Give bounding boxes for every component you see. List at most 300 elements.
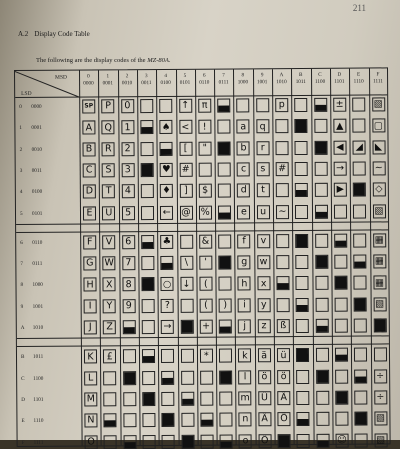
display-code-glyph bbox=[374, 349, 385, 361]
display-code-glyph: Q bbox=[104, 121, 112, 133]
row-hex: A bbox=[20, 324, 25, 331]
display-code-glyph: h bbox=[239, 278, 250, 290]
display-code-glyph bbox=[297, 256, 308, 268]
half-block bbox=[162, 377, 173, 383]
row-header bbox=[21, 397, 43, 403]
column-binary: 1101 bbox=[334, 78, 345, 85]
row-hex: 0 bbox=[19, 103, 22, 110]
half-block bbox=[123, 327, 134, 333]
display-code-glyph bbox=[218, 99, 229, 111]
display-code-glyph bbox=[163, 435, 174, 447]
row-header bbox=[20, 146, 42, 152]
display-code-glyph: a bbox=[238, 121, 249, 133]
column-divider bbox=[137, 70, 141, 445]
display-code-glyph bbox=[297, 371, 308, 383]
display-code-glyph bbox=[336, 392, 347, 404]
display-code-glyph: @ bbox=[181, 206, 191, 218]
display-code-glyph bbox=[356, 413, 367, 425]
display-code-glyph: [ bbox=[180, 142, 191, 154]
display-code-glyph: 1 bbox=[122, 121, 133, 133]
display-code-glyph bbox=[220, 350, 231, 362]
row-binary: 0010 bbox=[31, 146, 42, 153]
display-code-glyph: £ bbox=[104, 351, 115, 363]
display-code-glyph: < bbox=[181, 121, 190, 133]
display-code-glyph: ö bbox=[259, 371, 270, 383]
display-code-glyph bbox=[143, 393, 154, 405]
display-code-glyph: g bbox=[239, 256, 250, 268]
display-code-glyph: u bbox=[258, 206, 269, 218]
display-code-glyph bbox=[181, 350, 192, 362]
display-code-glyph bbox=[218, 121, 229, 133]
display-code-glyph: ~ bbox=[278, 205, 287, 217]
column-binary: 0000 bbox=[83, 79, 94, 87]
display-code-glyph bbox=[105, 414, 116, 426]
page-number: 211 bbox=[352, 3, 366, 13]
display-code-glyph bbox=[355, 349, 366, 361]
display-code-glyph bbox=[220, 414, 231, 426]
row-hex: F bbox=[21, 439, 25, 446]
display-code-glyph: Z bbox=[104, 321, 115, 333]
display-code-glyph bbox=[335, 298, 346, 310]
row-binary: 1011 bbox=[32, 354, 44, 361]
display-code-glyph: w bbox=[259, 256, 268, 268]
half-block bbox=[201, 420, 212, 426]
column-header bbox=[235, 72, 251, 85]
display-code-glyph bbox=[298, 413, 309, 425]
column-hex: 9 bbox=[260, 72, 264, 79]
display-code-glyph bbox=[123, 321, 134, 333]
display-code-glyph bbox=[355, 298, 366, 310]
display-code-glyph: ▦ bbox=[374, 234, 384, 246]
display-code-glyph: H bbox=[86, 279, 94, 291]
display-code-glyph bbox=[201, 414, 212, 426]
display-code-glyph: D bbox=[85, 185, 94, 197]
column-header bbox=[138, 73, 154, 86]
half-block bbox=[296, 190, 307, 196]
column-divider bbox=[156, 70, 160, 445]
display-code-glyph: 9 bbox=[123, 300, 134, 312]
display-code-glyph: ♣ bbox=[162, 235, 172, 248]
display-code-glyph: n bbox=[240, 414, 251, 426]
display-code-glyph bbox=[336, 413, 347, 425]
display-code-glyph bbox=[354, 184, 365, 196]
display-code-glyph bbox=[277, 256, 288, 268]
display-code-glyph: x bbox=[258, 278, 269, 290]
display-code-glyph bbox=[142, 300, 153, 312]
row-binary: 1110 bbox=[33, 417, 44, 425]
column-binary: 0110 bbox=[199, 79, 210, 86]
display-code-glyph: ↑ bbox=[181, 100, 190, 112]
column-hex: 5 bbox=[183, 72, 187, 79]
display-code-glyph: \ bbox=[181, 257, 192, 269]
column-header bbox=[196, 73, 212, 86]
display-code-glyph bbox=[124, 414, 135, 426]
display-code-glyph: ß bbox=[278, 320, 289, 332]
display-code-glyph: Ö bbox=[280, 413, 288, 425]
half-block bbox=[316, 326, 327, 332]
row-header bbox=[20, 189, 42, 195]
display-code-glyph bbox=[277, 184, 288, 196]
display-code-glyph bbox=[141, 100, 152, 112]
display-code-glyph: A bbox=[83, 122, 94, 134]
column-divider bbox=[195, 70, 199, 445]
display-code-glyph bbox=[181, 236, 192, 248]
display-code-glyph bbox=[201, 435, 212, 447]
display-code-glyph: ) bbox=[220, 299, 231, 311]
display-code-glyph bbox=[201, 371, 212, 383]
display-code-glyph bbox=[354, 162, 365, 174]
display-code-glyph bbox=[316, 256, 327, 268]
display-code-glyph bbox=[335, 234, 346, 246]
row-hex: 2 bbox=[19, 146, 23, 153]
display-code-glyph: O bbox=[87, 436, 95, 448]
row-binary: 0011 bbox=[31, 167, 42, 174]
display-code-glyph bbox=[161, 142, 172, 154]
display-code-glyph: q bbox=[257, 121, 268, 133]
display-code-glyph bbox=[124, 350, 135, 362]
row-header bbox=[20, 240, 42, 246]
display-code-glyph bbox=[276, 120, 287, 132]
row-binary: 1101 bbox=[33, 396, 44, 403]
display-code-glyph bbox=[279, 435, 290, 447]
row-binary: 1100 bbox=[33, 375, 44, 382]
column-hex: A bbox=[279, 72, 284, 79]
column-header bbox=[312, 72, 328, 85]
section-number: A.2 bbox=[18, 30, 29, 38]
display-code-glyph: e bbox=[238, 206, 249, 218]
display-code-glyph bbox=[162, 371, 173, 383]
column-header bbox=[177, 73, 193, 86]
column-divider bbox=[176, 70, 180, 445]
display-code-glyph bbox=[317, 370, 328, 382]
display-code-glyph: F bbox=[84, 236, 95, 248]
display-code-glyph: ▦ bbox=[374, 277, 385, 289]
display-code-glyph: # bbox=[278, 163, 287, 175]
intro-lead: The following are the display codes of the bbox=[36, 57, 148, 64]
column-binary: 1100 bbox=[314, 78, 326, 85]
column-divider bbox=[98, 70, 102, 445]
display-code-glyph: E bbox=[84, 207, 95, 219]
display-code-glyph bbox=[162, 393, 173, 405]
display-code-glyph bbox=[336, 349, 347, 361]
row-header bbox=[20, 282, 42, 288]
display-code-glyph: 5 bbox=[123, 207, 134, 219]
row-header bbox=[21, 418, 43, 424]
display-code-glyph: ~ bbox=[374, 162, 383, 174]
display-code-glyph: ▧ bbox=[375, 412, 385, 424]
display-code-glyph bbox=[316, 205, 327, 217]
column-divider bbox=[214, 70, 218, 445]
display-code-glyph bbox=[315, 163, 326, 175]
display-code-glyph bbox=[277, 142, 288, 154]
display-code-glyph bbox=[142, 257, 153, 269]
display-code-glyph bbox=[143, 321, 154, 333]
display-code-glyph: 8 bbox=[123, 279, 134, 291]
display-code-glyph bbox=[257, 99, 268, 111]
display-code-glyph: ▢ bbox=[373, 119, 383, 132]
column-divider bbox=[272, 69, 276, 444]
display-code-glyph: L bbox=[85, 372, 96, 384]
display-code-glyph: ○ bbox=[162, 278, 172, 290]
display-code-glyph: l bbox=[239, 371, 250, 383]
row-header bbox=[19, 125, 41, 131]
display-code-glyph bbox=[142, 236, 153, 248]
display-code-glyph: y bbox=[258, 299, 269, 311]
row-header bbox=[22, 439, 44, 445]
display-code-glyph bbox=[220, 371, 231, 383]
column-binary: 1111 bbox=[373, 77, 383, 84]
display-code-glyph: t bbox=[257, 184, 268, 196]
display-code-glyph: SP bbox=[83, 100, 94, 112]
display-code-glyph: i bbox=[239, 299, 250, 311]
display-code-glyph bbox=[219, 257, 230, 269]
half-block bbox=[142, 242, 153, 248]
display-code-glyph: ö bbox=[278, 371, 289, 383]
group-rule bbox=[16, 221, 388, 225]
display-code-glyph: ↓ bbox=[182, 278, 191, 290]
column-hex: F bbox=[376, 71, 380, 78]
display-code-glyph: ▧ bbox=[373, 98, 383, 110]
column-hex: B bbox=[298, 71, 303, 79]
column-divider bbox=[233, 69, 237, 444]
column-binary: 1010 bbox=[276, 78, 287, 85]
display-code-glyph bbox=[124, 436, 135, 448]
half-block bbox=[221, 441, 232, 447]
display-code-glyph bbox=[182, 435, 193, 447]
row-hex: E bbox=[21, 418, 25, 425]
display-code-glyph: ♠ bbox=[161, 121, 171, 133]
display-code-glyph: π bbox=[199, 100, 210, 112]
row-binary: 0101 bbox=[31, 210, 43, 217]
display-code-glyph bbox=[181, 321, 192, 333]
column-header bbox=[81, 73, 97, 86]
half-block bbox=[355, 376, 366, 382]
display-code-glyph bbox=[182, 393, 193, 405]
column-binary: 0111 bbox=[218, 79, 229, 86]
row-hex: 8 bbox=[20, 282, 24, 289]
display-code-glyph: B bbox=[84, 143, 95, 155]
display-code-glyph bbox=[199, 164, 210, 176]
half-block bbox=[218, 105, 229, 111]
section-heading bbox=[18, 30, 96, 38]
column-binary: 0001 bbox=[102, 79, 113, 86]
msd-label: MSD bbox=[55, 74, 67, 81]
column-header bbox=[100, 73, 116, 86]
display-code-glyph bbox=[317, 434, 328, 446]
display-code-glyph: & bbox=[201, 235, 210, 247]
display-code-glyph: o bbox=[240, 435, 251, 447]
display-code-glyph: Ä bbox=[259, 413, 270, 425]
row-header bbox=[20, 168, 42, 174]
section-title: Display Code Table bbox=[34, 30, 90, 38]
display-code-glyph bbox=[219, 142, 230, 154]
display-code-glyph bbox=[315, 99, 326, 111]
column-hex: E bbox=[357, 71, 361, 78]
display-code-glyph bbox=[220, 278, 231, 290]
display-code-glyph: ♥ bbox=[162, 164, 171, 176]
display-code-glyph bbox=[163, 414, 174, 426]
column-binary: 1011 bbox=[295, 78, 306, 85]
row-header bbox=[20, 210, 42, 216]
display-code-glyph: ▧ bbox=[374, 205, 384, 217]
display-code-glyph bbox=[143, 372, 154, 384]
display-code-glyph: 2 bbox=[122, 143, 133, 155]
display-code-glyph: N bbox=[87, 414, 95, 426]
row-header bbox=[19, 104, 41, 110]
display-code-glyph: → bbox=[163, 321, 172, 333]
display-code-glyph: ← bbox=[162, 206, 171, 218]
row-binary: 0110 bbox=[32, 239, 43, 246]
column-hex: 3 bbox=[145, 73, 148, 80]
row-binary: 0111 bbox=[32, 260, 43, 267]
row-hex: 3 bbox=[19, 167, 23, 174]
display-code-glyph: P bbox=[103, 100, 114, 112]
half-block bbox=[297, 305, 308, 311]
display-code-glyph bbox=[315, 120, 326, 132]
display-code-glyph: U bbox=[103, 207, 114, 219]
half-block bbox=[124, 442, 135, 448]
display-code-glyph bbox=[317, 392, 328, 404]
display-code-glyph: K bbox=[85, 351, 96, 363]
row-hex: 6 bbox=[20, 239, 23, 246]
column-hex: C bbox=[318, 71, 322, 78]
row-header bbox=[21, 354, 43, 360]
half-block bbox=[355, 262, 366, 268]
display-code-glyph: r bbox=[257, 142, 268, 154]
column-header bbox=[370, 71, 386, 84]
column-hex: D bbox=[337, 71, 342, 78]
display-code-glyph: m bbox=[240, 392, 250, 404]
row-hex: 1 bbox=[19, 125, 23, 132]
row-binary: 0100 bbox=[31, 188, 43, 196]
row-binary: 0000 bbox=[31, 103, 42, 110]
column-divider bbox=[291, 69, 295, 444]
display-code-glyph: c bbox=[238, 163, 249, 175]
display-code-glyph: " bbox=[199, 142, 210, 154]
column-hex: 4 bbox=[164, 72, 167, 79]
display-code-glyph bbox=[182, 414, 193, 426]
display-code-glyph: S bbox=[103, 164, 114, 176]
display-code-glyph bbox=[316, 235, 327, 247]
display-code-glyph bbox=[161, 257, 172, 269]
display-code-glyph: Ü bbox=[259, 392, 270, 404]
display-code-glyph bbox=[181, 299, 192, 311]
display-code-glyph bbox=[296, 163, 307, 175]
display-code-glyph bbox=[317, 349, 328, 361]
row-hex: 4 bbox=[19, 189, 23, 196]
display-code-glyph: ▧ bbox=[375, 298, 385, 310]
column-hex: 2 bbox=[125, 73, 129, 80]
display-code-glyph: z bbox=[258, 320, 269, 332]
display-code-table bbox=[14, 67, 391, 447]
display-code-glyph: v bbox=[258, 235, 269, 247]
half-block bbox=[161, 148, 172, 154]
column-divider bbox=[349, 69, 353, 444]
column-header bbox=[331, 72, 347, 85]
row-binary: 1111 bbox=[33, 439, 44, 446]
half-block bbox=[220, 326, 231, 332]
display-code-glyph bbox=[141, 121, 152, 133]
display-code-glyph: 7 bbox=[123, 257, 134, 269]
display-code-glyph bbox=[335, 277, 346, 289]
display-code-glyph bbox=[278, 299, 289, 311]
display-code-glyph bbox=[162, 350, 173, 362]
display-code-glyph bbox=[143, 350, 154, 362]
display-code-glyph bbox=[354, 234, 365, 246]
display-code-glyph bbox=[296, 235, 307, 247]
column-hex: 0 bbox=[87, 73, 90, 80]
column-hex: 6 bbox=[202, 72, 206, 79]
display-code-glyph bbox=[219, 206, 230, 218]
display-code-glyph bbox=[297, 277, 308, 289]
display-code-glyph: Y bbox=[104, 300, 115, 312]
display-code-glyph bbox=[143, 436, 154, 448]
display-code-glyph: ÷ bbox=[376, 391, 385, 403]
display-code-glyph bbox=[317, 413, 328, 425]
display-code-glyph bbox=[182, 371, 193, 383]
half-block bbox=[336, 355, 347, 361]
display-code-glyph: J bbox=[85, 321, 96, 333]
display-code-glyph bbox=[220, 392, 231, 404]
display-code-glyph: % bbox=[200, 206, 210, 218]
row-binary: 1001 bbox=[32, 303, 44, 310]
display-code-glyph bbox=[296, 205, 307, 217]
row-hex: B bbox=[20, 354, 25, 361]
column-binary: 1110 bbox=[353, 78, 364, 85]
row-binary: 1010 bbox=[32, 324, 44, 331]
display-code-glyph bbox=[355, 277, 366, 289]
display-code-glyph bbox=[298, 434, 309, 446]
display-code-glyph bbox=[142, 185, 153, 197]
display-code-glyph bbox=[219, 163, 230, 175]
display-code-glyph: ♦ bbox=[162, 185, 171, 197]
display-code-glyph: 6 bbox=[123, 236, 134, 248]
intro-machine: MZ-80A bbox=[147, 57, 169, 64]
display-code-glyph: ▦ bbox=[374, 255, 384, 267]
display-code-glyph: k bbox=[239, 350, 250, 362]
display-code-glyph: b bbox=[238, 142, 249, 154]
group-rule bbox=[17, 336, 389, 340]
display-code-glyph bbox=[143, 414, 154, 426]
half-block bbox=[298, 419, 309, 425]
display-code-glyph bbox=[105, 436, 116, 448]
display-code-glyph bbox=[296, 99, 307, 111]
display-code-glyph: 0 bbox=[122, 100, 133, 112]
column-header bbox=[216, 72, 232, 85]
display-code-glyph bbox=[142, 207, 153, 219]
display-code-glyph bbox=[335, 205, 346, 217]
column-header bbox=[351, 72, 367, 85]
row-hex: 7 bbox=[20, 261, 23, 268]
row-header bbox=[21, 325, 43, 331]
display-code-glyph bbox=[277, 235, 288, 247]
display-code-glyph: f bbox=[239, 235, 250, 247]
display-code-glyph bbox=[142, 164, 153, 176]
display-code-glyph bbox=[219, 235, 230, 247]
header-rule bbox=[15, 94, 387, 98]
display-code-glyph: d bbox=[238, 185, 249, 197]
display-code-glyph: ◢ bbox=[355, 141, 363, 153]
display-code-glyph: ( bbox=[200, 278, 211, 290]
display-code-glyph: 4 bbox=[122, 185, 133, 197]
display-code-glyph bbox=[316, 277, 327, 289]
column-binary: 1000 bbox=[237, 78, 249, 85]
row-header bbox=[20, 261, 42, 267]
display-code-glyph: j bbox=[239, 320, 250, 332]
display-code-glyph: ◣ bbox=[374, 141, 383, 153]
display-code-glyph: ◀ bbox=[336, 141, 344, 153]
column-binary: 0101 bbox=[179, 79, 191, 86]
